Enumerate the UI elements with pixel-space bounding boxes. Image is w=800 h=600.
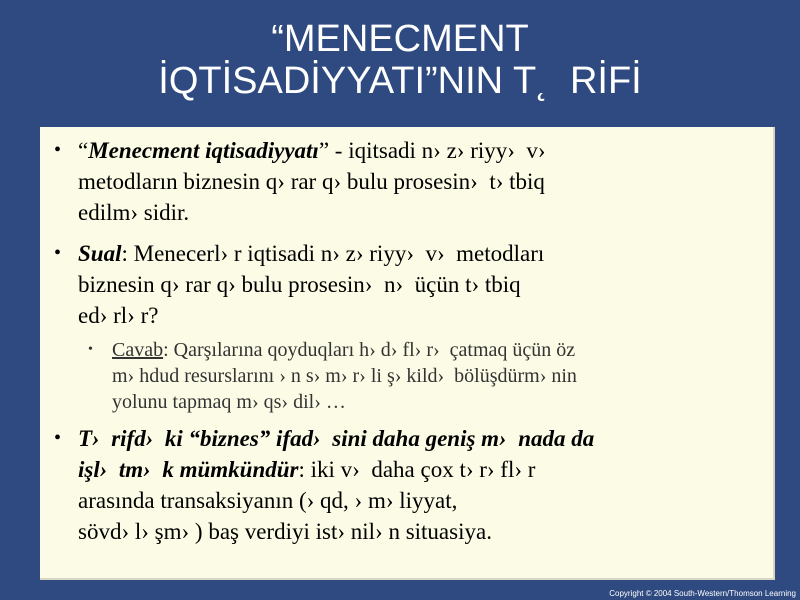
emphasis-term: Menecment iqtisadiyyatı (88, 138, 319, 163)
bullet-line: edilm› sidir. (78, 200, 190, 225)
title-line-2: İQTİSADİYYATI”NIN T˛ RİFİ (158, 60, 642, 102)
bullet-dot-icon: • (54, 139, 62, 161)
bullet-dot-icon: • (54, 242, 62, 264)
bullet-line: işl› tm› k mümkündür: iki v› daha çox t› r› fl› r (78, 457, 536, 482)
sub-bullet-line: yolunu tapmaq m› qs› dil› … (112, 391, 346, 413)
emphasis-term: işl› tm› k mümkündür (78, 457, 299, 482)
bullet-definition (54, 135, 763, 228)
bullet-line: “Menecment iqtisadiyyatı” - iqitsadi n› z› riyy› v› (78, 138, 546, 163)
answer-label: Cavab (112, 339, 164, 361)
emphasis-term: Sual (78, 241, 122, 266)
bullet-line: sövd› l› şm› ) baş verdiyi ist› nil› n situasiya. (78, 519, 492, 544)
sub-bullet-answer (54, 337, 763, 415)
bullet-line: metodların biznesin q› rar q› bulu prosesin› t› tbiq (78, 169, 545, 194)
sub-bullet-dot-icon: • (88, 342, 93, 357)
bullet-line: Sual: Menecerl› r iqtisadi n› z› riyy› v› metodları (78, 241, 545, 266)
sub-bullet-line: Cavab: Qarşılarına qoyduqları h› d› fl› r› çatmaq üçün öz (112, 339, 576, 361)
bullet-line: ed› rl› r? (78, 303, 159, 328)
sub-bullet-line: m› hdud resurslarını › n s› m› r› li ş› kild› bölüşdürm› nin (112, 365, 577, 387)
bullet-question (54, 238, 763, 331)
bullet-business (54, 423, 763, 547)
bullet-line: biznesin q› rar q› bulu prosesin› n› üçün t› tbiq (78, 272, 521, 297)
bullet-line: arasında transaksiyanın (› qd, › m› liyyat, (78, 488, 458, 513)
content-box (40, 127, 775, 580)
copyright-text: Copyright © 2004 South-Western/Thomson Learning (609, 589, 796, 598)
slide-title (0, 18, 800, 102)
title-line-1: “MENECMENT (271, 18, 529, 60)
bullet-dot-icon: • (54, 427, 62, 449)
bullet-line: T› rifd› ki “biznes” ifad› sini daha geniş m› nada da (78, 426, 595, 451)
